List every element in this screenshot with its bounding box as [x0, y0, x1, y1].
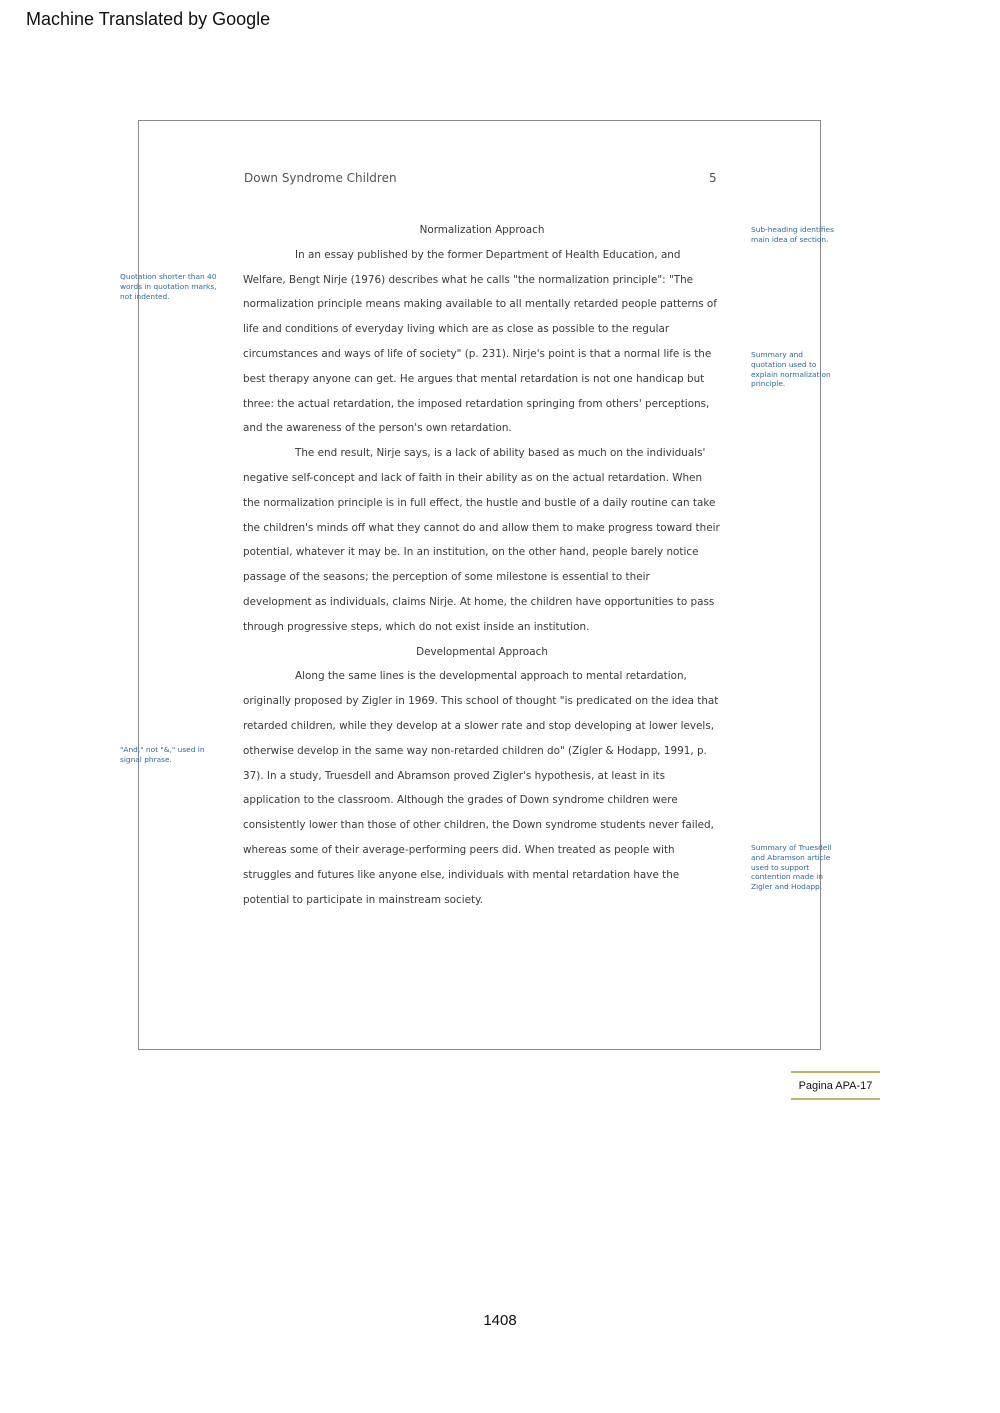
section-heading-developmental: Developmental Approach	[416, 645, 548, 658]
translation-notice: Machine Translated by Google	[26, 9, 271, 29]
page-number: 5	[709, 171, 717, 185]
annotation-summary-quotation: Summary and quotation used to explain normalization principle.	[751, 350, 831, 389]
annotation-subheading: Sub-heading identifies main idea of section.	[751, 225, 834, 244]
footer-page-number: 1408	[483, 1312, 517, 1329]
annotation-truesdell-summary: Summary of Truesdell and Abramson article used to support contention made in Zigler and Hodapp.	[751, 843, 832, 892]
section-heading-normalization: Normalization Approach	[419, 224, 545, 236]
annotation-quotation: Quotation shorter than 40 words in quotation marks, not indented.	[120, 272, 217, 301]
paragraph-2: The end result, Nirje says, is a lack of ability based as much on the individuals' negative self-concept and lack of faith in their ability as on the actual retardation. When the normalization principle is in full effect, the hustle and bustle of a daily routine can take the children's minds off what they cannot do and allow them to make progress toward their potential, whatever it may be. In an institution, on the other hand, people barely notice passage of the seasons; the perception of some milestone is essential to their development as individuals, claims Nirje. At home, the children have opportunities to pass through progressive steps, which do not exist inside an institution.	[243, 447, 720, 633]
paragraph-3: Along the same lines is the developmental approach to mental retardation, originally proposed by Zigler in 1969. This school of thought "is predicated on the idea that retarded children, while they develop at a slower rate and stop developing at lower levels, otherwise develop in the same way non-retarded children do" (Zigler & Hodapp, 1991, p. 37). In a study, Truesdell and Abramson proved Zigler's hypothesis, at least in its application to the classroom. Although the grades of Down syndrome children were consistently lower than those of other children, the Down syndrome students never failed, whereas some of their average-performing peers did. When treated as people with struggles and futures like anyone else, individuals with mental retardation have the potential to participate in mainstream society.	[243, 670, 719, 906]
annotation-signal-phrase: "And," not "&," used in signal phrase.	[120, 745, 205, 764]
apa-page-badge: Pagina APA-17	[791, 1071, 880, 1100]
running-head: Down Syndrome Children	[244, 171, 397, 185]
paragraph-1: In an essay published by the former Department of Health Education, and Welfare, Bengt Nirje (1976) describes what he calls "the normalization principle": "The normalization principle means making available to all mentally retarded people patterns of life and conditions of everyday living which are as close as possible to the regular circumstances and ways of life of society" (p. 231). Nirje's point is that a normal life is the best therapy anyone can get. He argues that mental retardation is not one handicap but three: the actual retardation, the imposed retardation springing from others' perceptions, and the awareness of the person's own retardation.	[243, 248, 717, 435]
essay-body	[243, 218, 721, 912]
